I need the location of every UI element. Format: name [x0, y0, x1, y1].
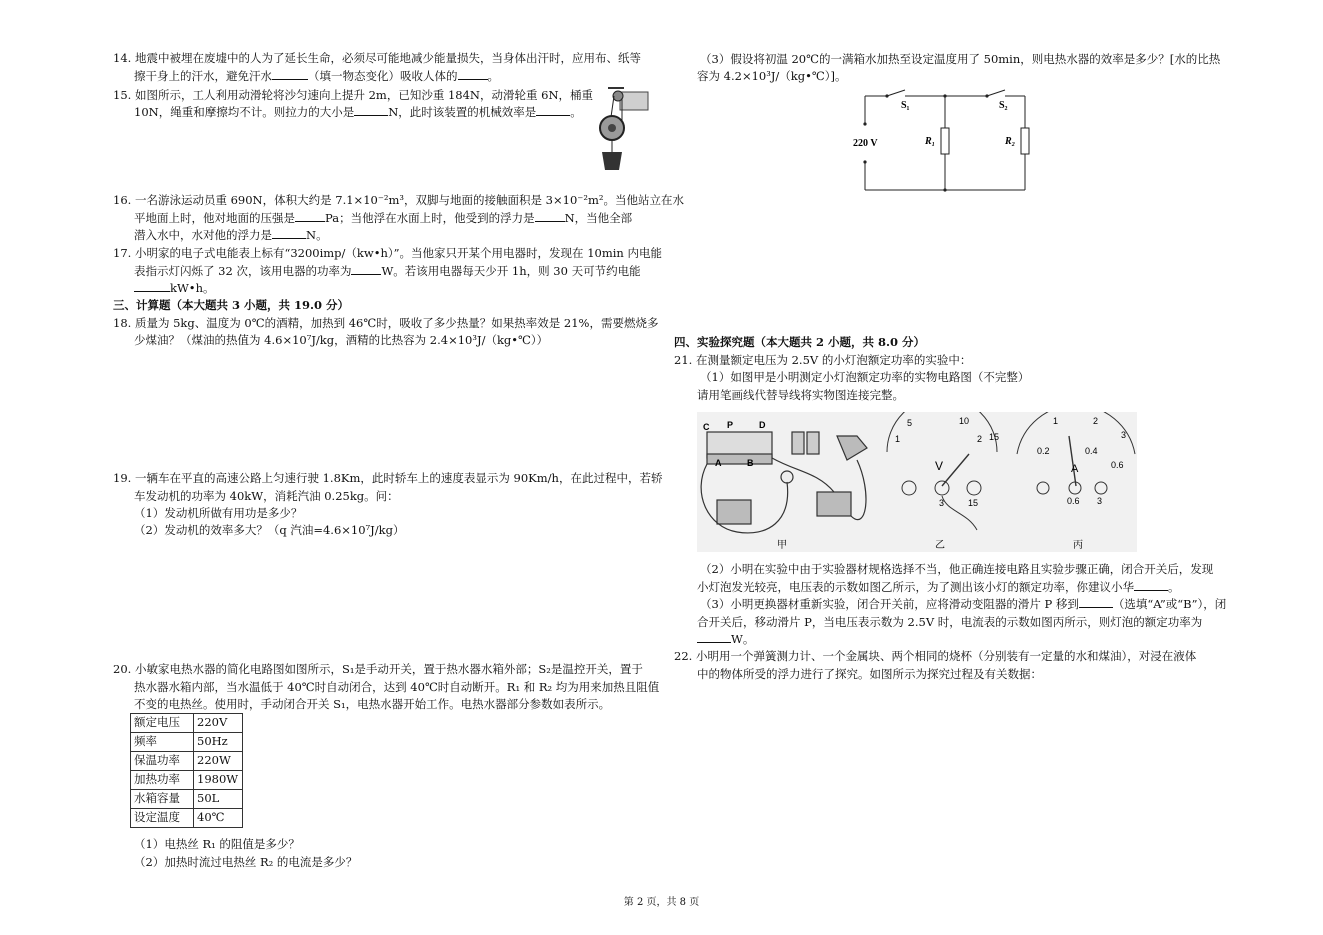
pulley-figure: [588, 86, 650, 178]
question-20-sub1: （1）电热丝 R₁ 的阻值是多少？: [134, 837, 300, 851]
circuit-r1-label: R₁: [925, 136, 936, 147]
figure-b-label: B: [747, 458, 754, 468]
question-19-sub1: （1）发动机所做有用功是多少？: [134, 506, 303, 520]
question-19-line1: 19. 一辆车在平直的高速公路上匀速行驶 1.8Km，此时轿车上的速度表显示为 90Km/h，在此过程中，若轿: [113, 471, 663, 485]
question-20-sub2: （2）加热时流过电热丝 R₂ 的电流是多少？: [134, 855, 358, 869]
question-19-sub2: （2）发动机的效率多大？（q 汽油=4.6×10⁷J/kg）: [134, 523, 405, 537]
circuit-s2-label: S₂: [999, 100, 1008, 111]
ammeter-tick-2: 2: [1093, 416, 1099, 426]
voltmeter-terminal-3: 3: [939, 498, 945, 508]
page-footer: 第 2 页，共 8 页: [623, 897, 700, 908]
table-row: 加热功率 1980W: [131, 771, 243, 790]
ammeter-tick-0.2: 0.2: [1037, 446, 1050, 456]
figure-c-label: C: [703, 422, 710, 432]
ammeter-terminal-0.6: 0.6: [1067, 496, 1080, 506]
voltmeter-tick-15: 15: [989, 432, 1000, 442]
question-14-line1: 14. 地震中被埋在废墟中的人为了延长生命，必须尽可能地减少能量损失，当身体出汗时，应用布、纸等: [113, 51, 641, 65]
ammeter-terminal-3: 3: [1097, 496, 1103, 506]
question-20-line2: 热水器水箱内部，当水温低于 40℃时自动闭合，达到 40℃时自动断开。R₁ 和 R₂ 均为用来加热且阻值: [134, 680, 660, 694]
question-19-line2: 车发动机的功率为 40kW，消耗汽油 0.25kg。问：: [134, 489, 399, 503]
question-22-line2: 中的物体所受的浮力进行了探究。如图所示为探究过程及有关数据：: [697, 667, 1042, 681]
question-18-line2: 少煤油？（煤油的热值为 4.6×10⁷J/kg，酒精的比热容为 2.4×10³J/（kg•℃））: [134, 333, 549, 347]
question-20-sub3-line1: （3）假设将初温 20℃的一满箱水加热至设定温度用了 50min，则电热水器的效率是多少？[水的比热: [700, 52, 1221, 66]
question-22-line1: 22. 小明用一个弹簧测力计、一个金属块、两个相同的烧杯（分别装有一定量的水和煤油），对浸在液体: [674, 649, 1197, 663]
ammeter-tick-0.6: 0.6: [1111, 460, 1124, 470]
question-20-line3: 不变的电热丝。使用时，手动闭合开关 S₁，电热水器开始工作。电热水器部分参数如表所示。: [134, 697, 611, 711]
section-3-heading: 三、计算题（本大题共 3 小题，共 19.0 分）: [113, 298, 350, 312]
question-21-sub1: （1）如图甲是小明测定小灯泡额定功率的实物电路图（不完整）: [700, 370, 1030, 384]
voltmeter-v-label: V: [935, 459, 944, 473]
question-16-line2: 平地面上时，他对地面的压强是 Pa；当他浮在水面上时，他受到的浮力是 N，当他全部: [134, 211, 633, 225]
voltmeter-tick-10: 10: [959, 416, 970, 426]
ammeter-tick-3: 3: [1121, 430, 1127, 440]
table-row: 频率 50Hz: [131, 733, 243, 752]
voltmeter-tick-1: 1: [895, 434, 901, 444]
figure-p-label: P: [727, 420, 734, 430]
voltmeter-tick-5: 5: [907, 418, 913, 428]
table-row: 保温功率 220W: [131, 752, 243, 771]
question-21-sub3-line3: W。: [697, 631, 754, 649]
circuit-voltage-label: 220 V: [853, 138, 878, 149]
question-14-line2: 擦干身上的汗水，避免汗水 （填一物态变化）吸收人体的 。: [134, 69, 499, 83]
question-20-line1: 20. 小敏家电热水器的简化电路图如图所示，S₁是手动开关，置于热水器水箱外部；S₂是温控开关，置于: [113, 662, 643, 676]
ammeter-a-label: A: [1071, 463, 1079, 475]
question-17-line1: 17. 小明家的电子式电能表上标有“3200imp/（kw•h）”。当他家只开某个用电器时，发现在 10min 内电能: [113, 246, 662, 260]
circuit-s1-label: S₁: [901, 100, 910, 111]
figure-jia-caption: 甲: [777, 540, 787, 551]
figure-a-label: A: [715, 458, 722, 468]
table-row: 额定电压 220V: [131, 714, 243, 733]
question-15-line1: 15. 如图所示，工人利用动滑轮将沙匀速向上提升 2m，已知沙重 184N，动滑轮重 6N，桶重: [113, 88, 594, 102]
question-16-line3: 潜入水中，水对他的浮力是 N。: [134, 228, 328, 242]
voltmeter-tick-2: 2: [977, 434, 983, 444]
experiment-figure: [697, 412, 1137, 552]
question-21-sub1-line2: 请用笔画线代替导线将实物图连接完整。: [697, 388, 904, 402]
ammeter-tick-1: 1: [1053, 416, 1059, 426]
water-heater-params-table: [130, 713, 243, 828]
figure-d-label: D: [759, 420, 766, 430]
ammeter-tick-0.4: 0.4: [1085, 446, 1098, 456]
question-20-sub3-line2: 容为 4.2×10³J/（kg•℃）]。: [697, 69, 847, 83]
circuit-r2-label: R₂: [1005, 136, 1016, 147]
question-17-line2: 表指示灯闪烁了 32 次，该用电器的功率为 W。若该用电器每天少开 1h，则 30 天可节约电能: [134, 264, 641, 278]
heater-circuit-diagram: [845, 88, 1035, 196]
question-21-sub3-line2: 合开关后，移动滑片 P，当电压表示数为 2.5V 时，电流表的示数如图丙所示，则灯泡的额定功率为: [697, 615, 1203, 629]
question-21-sub3-line1: （3）小明更换器材重新实验，闭合开关前，应将滑动变阻器的滑片 P 移到 （选填“A”或“B”），闭: [700, 597, 1227, 611]
question-21-sub2-line2: 小灯泡发光较亮，电压表的示数如图乙所示，为了测出该小灯的额定功率，你建议小华 。: [697, 580, 1180, 594]
section-4-heading: 四、实验探究题（本大题共 2 小题，共 8.0 分）: [674, 335, 926, 349]
question-16-line1: 16. 一名游泳运动员重 690N，体积大约是 7.1×10⁻²m³，双脚与地面的接触面积是 3×10⁻²m²。当他站立在水: [113, 193, 684, 207]
question-15-line2: 10N，绳重和摩擦均不计。则拉力的大小是 N，此时该装置的机械效率是 。: [134, 105, 582, 119]
table-row: 水箱容量 50L: [131, 790, 243, 809]
table-row: 设定温度 40℃: [131, 809, 243, 828]
question-17-line3: kW•h。: [134, 280, 214, 298]
figure-bing-caption: 丙: [1073, 540, 1083, 551]
question-21-sub2-line1: （2）小明在实验中由于实验器材规格选择不当，他正确连接电路且实验步骤正确，闭合开关后，发现: [700, 562, 1214, 576]
figure-yi-caption: 乙: [935, 540, 945, 551]
question-21-line1: 21. 在测量额定电压为 2.5V 的小灯泡额定功率的实验中：: [674, 353, 972, 367]
question-18-line1: 18. 质量为 5kg、温度为 0℃的酒精，加热到 46℃时，吸收了多少热量？如果热率效是 21%，需要燃烧多: [113, 316, 659, 330]
voltmeter-terminal-15: 15: [968, 498, 979, 508]
